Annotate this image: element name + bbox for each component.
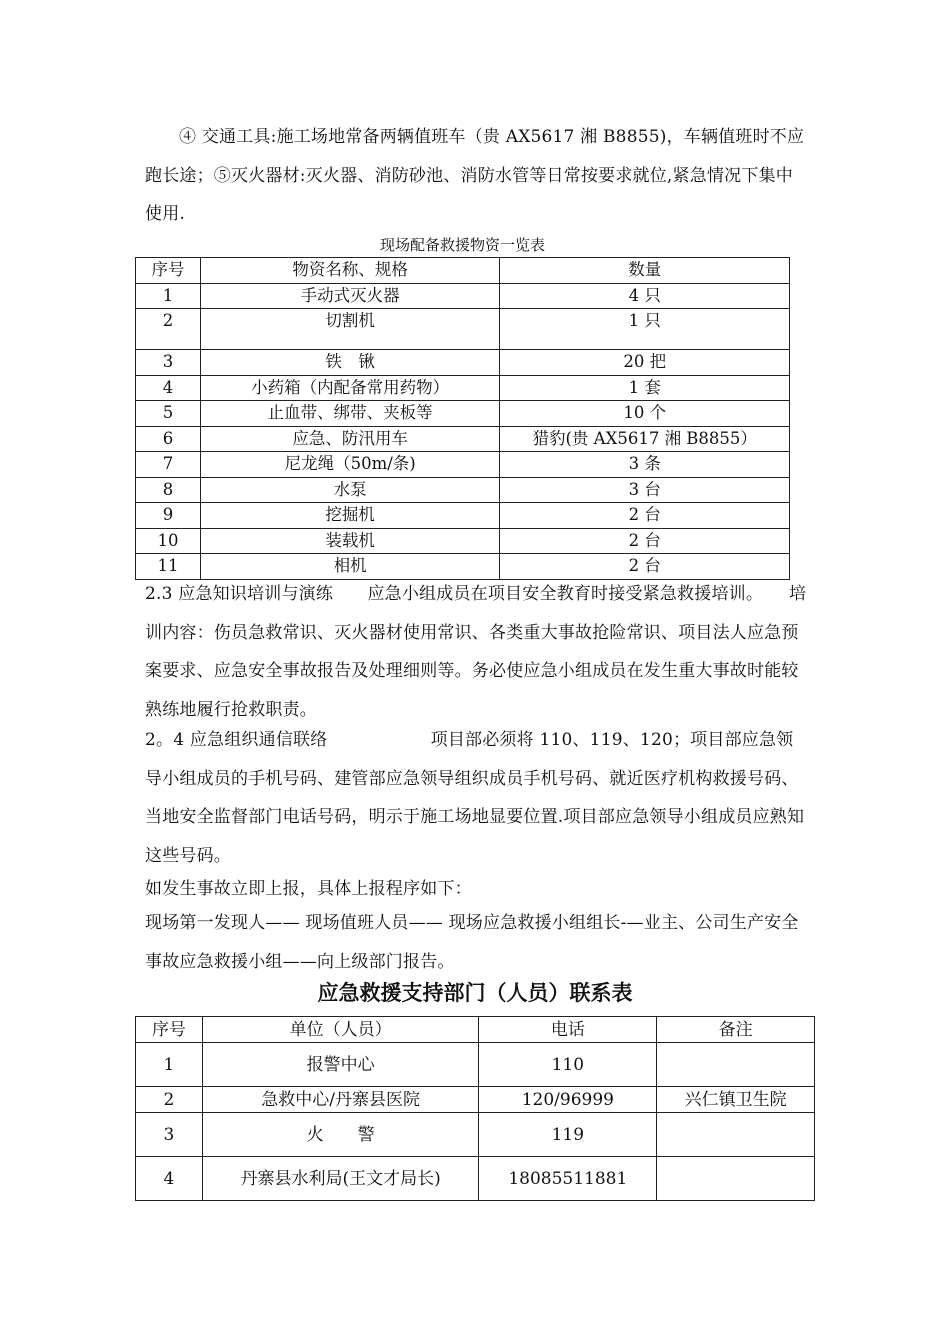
table-row <box>136 452 790 478</box>
item-quantity: 10 个 <box>500 401 790 427</box>
item-name: 铁 锹 <box>200 350 500 376</box>
table-row <box>136 477 790 503</box>
item-name: 水泵 <box>200 477 500 503</box>
item-name: 挖掘机 <box>200 503 500 529</box>
supply-table <box>135 257 790 580</box>
row-index: 8 <box>136 477 201 503</box>
item-quantity: 1 只 <box>500 309 790 350</box>
report-intro: 如发生事故立即上报，具体上报程序如下： <box>145 879 472 899</box>
item-name: 尼龙绳（50m/条) <box>200 452 500 478</box>
table-row <box>136 1087 815 1113</box>
row-index: 6 <box>136 426 201 452</box>
item-name: 小药箱（内配备常用药物） <box>200 375 500 401</box>
item-quantity: 3 条 <box>500 452 790 478</box>
header-cell: 单位（人员） <box>202 1017 479 1043</box>
row-index: 3 <box>136 350 201 376</box>
item-quantity: 猎豹(贵 AX5617 湘 B8855） <box>500 426 790 452</box>
item-name: 手动式灭火器 <box>200 283 500 309</box>
item-name: 应急、防汛用车 <box>200 426 500 452</box>
item-quantity: 2 台 <box>500 503 790 529</box>
table-row <box>136 1043 815 1087</box>
row-index: 7 <box>136 452 201 478</box>
contact-table-title: 应急救援支持部门（人员）联系表 <box>317 981 633 1005</box>
row-index: 1 <box>136 1043 203 1087</box>
item-quantity: 1 套 <box>500 375 790 401</box>
contact-phone: 18085511881 <box>479 1157 657 1201</box>
table-row <box>136 528 790 554</box>
header-cell: 电话 <box>479 1017 657 1043</box>
item-quantity: 2 台 <box>500 528 790 554</box>
row-index: 9 <box>136 503 201 529</box>
contact-phone: 120/96999 <box>479 1087 657 1113</box>
section-2-3-paragraph: 2.3 应急知识培训与演练 应急小组成员在项目安全教育时接受紧急救援培训。 培训内容：伤员急救常识、灭火器材使用常识、各类重大事故抢险常识、项目法人应急预案要求、应急安全事故报告及处理细则等。务必使应急小组成员在发生重大事故时能较熟练地履行抢救职责。 <box>145 584 807 720</box>
row-index: 2 <box>136 1087 203 1113</box>
item-name: 切割机 <box>200 309 500 350</box>
row-index: 5 <box>136 401 201 427</box>
contact-unit: 丹寨县水利局(王文才局长) <box>202 1157 479 1201</box>
row-index: 10 <box>136 528 201 554</box>
row-index: 4 <box>136 1157 203 1201</box>
section-2-4-paragraph: 2。4 应急组织通信联络 项目部必须将 110、119、120；项目部应急领导小组成员的手机号码、建管部应急领导组织成员手机号码、就近医疗机构救援号码、当地安全监督部门电话号码，明示于施工场地显要位置.项目部应急领导小组成员应熟知这些号码。 <box>145 730 805 866</box>
item-quantity: 20 把 <box>500 350 790 376</box>
contact-note <box>657 1043 815 1087</box>
header-cell: 备注 <box>657 1017 815 1043</box>
item-quantity: 3 台 <box>500 477 790 503</box>
table-row <box>136 503 790 529</box>
contact-table <box>135 1016 815 1201</box>
header-cell: 序号 <box>136 258 201 284</box>
contact-note <box>657 1157 815 1201</box>
item-name: 止血带、绑带、夹板等 <box>200 401 500 427</box>
table-row <box>136 1157 815 1201</box>
table-row <box>136 309 790 350</box>
contact-phone: 110 <box>479 1043 657 1087</box>
header-cell: 序号 <box>136 1017 203 1043</box>
item-name: 相机 <box>200 554 500 580</box>
contact-unit: 火 警 <box>202 1113 479 1157</box>
header-cell: 数量 <box>500 258 790 284</box>
table-row <box>136 401 790 427</box>
contact-unit: 急救中心/丹寨县医院 <box>202 1087 479 1113</box>
item-quantity: 4 只 <box>500 283 790 309</box>
table-row <box>136 1113 815 1157</box>
row-index: 2 <box>136 309 201 350</box>
table-row <box>136 426 790 452</box>
row-index: 3 <box>136 1113 203 1157</box>
contact-note <box>657 1113 815 1157</box>
report-chain: 现场第一发现人—— 现场值班人员—— 现场应急救援小组组长-—业主、公司生产安全事故应急救援小组——向上级部门报告。 <box>145 913 799 972</box>
table-header-row <box>136 258 790 284</box>
contact-unit: 报警中心 <box>202 1043 479 1087</box>
intro-paragraph: ④ 交通工具:施工场地常备两辆值班车（贵 AX5617 湘 B8855)，车辆值班时不应跑长途；⑤灭火器材:灭火器、消防砂池、消防水管等日常按要求就位,紧急情况下集中使用. <box>145 127 805 224</box>
row-index: 11 <box>136 554 201 580</box>
table-row <box>136 283 790 309</box>
item-quantity: 2 台 <box>500 554 790 580</box>
row-index: 4 <box>136 375 201 401</box>
contact-note: 兴仁镇卫生院 <box>657 1087 815 1113</box>
header-cell: 物资名称、规格 <box>200 258 500 284</box>
contact-phone: 119 <box>479 1113 657 1157</box>
item-name: 装载机 <box>200 528 500 554</box>
row-index: 1 <box>136 283 201 309</box>
table-row <box>136 375 790 401</box>
table-header-row <box>136 1017 815 1043</box>
table-row <box>136 350 790 376</box>
supply-table-caption: 现场配备救援物资一览表 <box>379 236 545 254</box>
